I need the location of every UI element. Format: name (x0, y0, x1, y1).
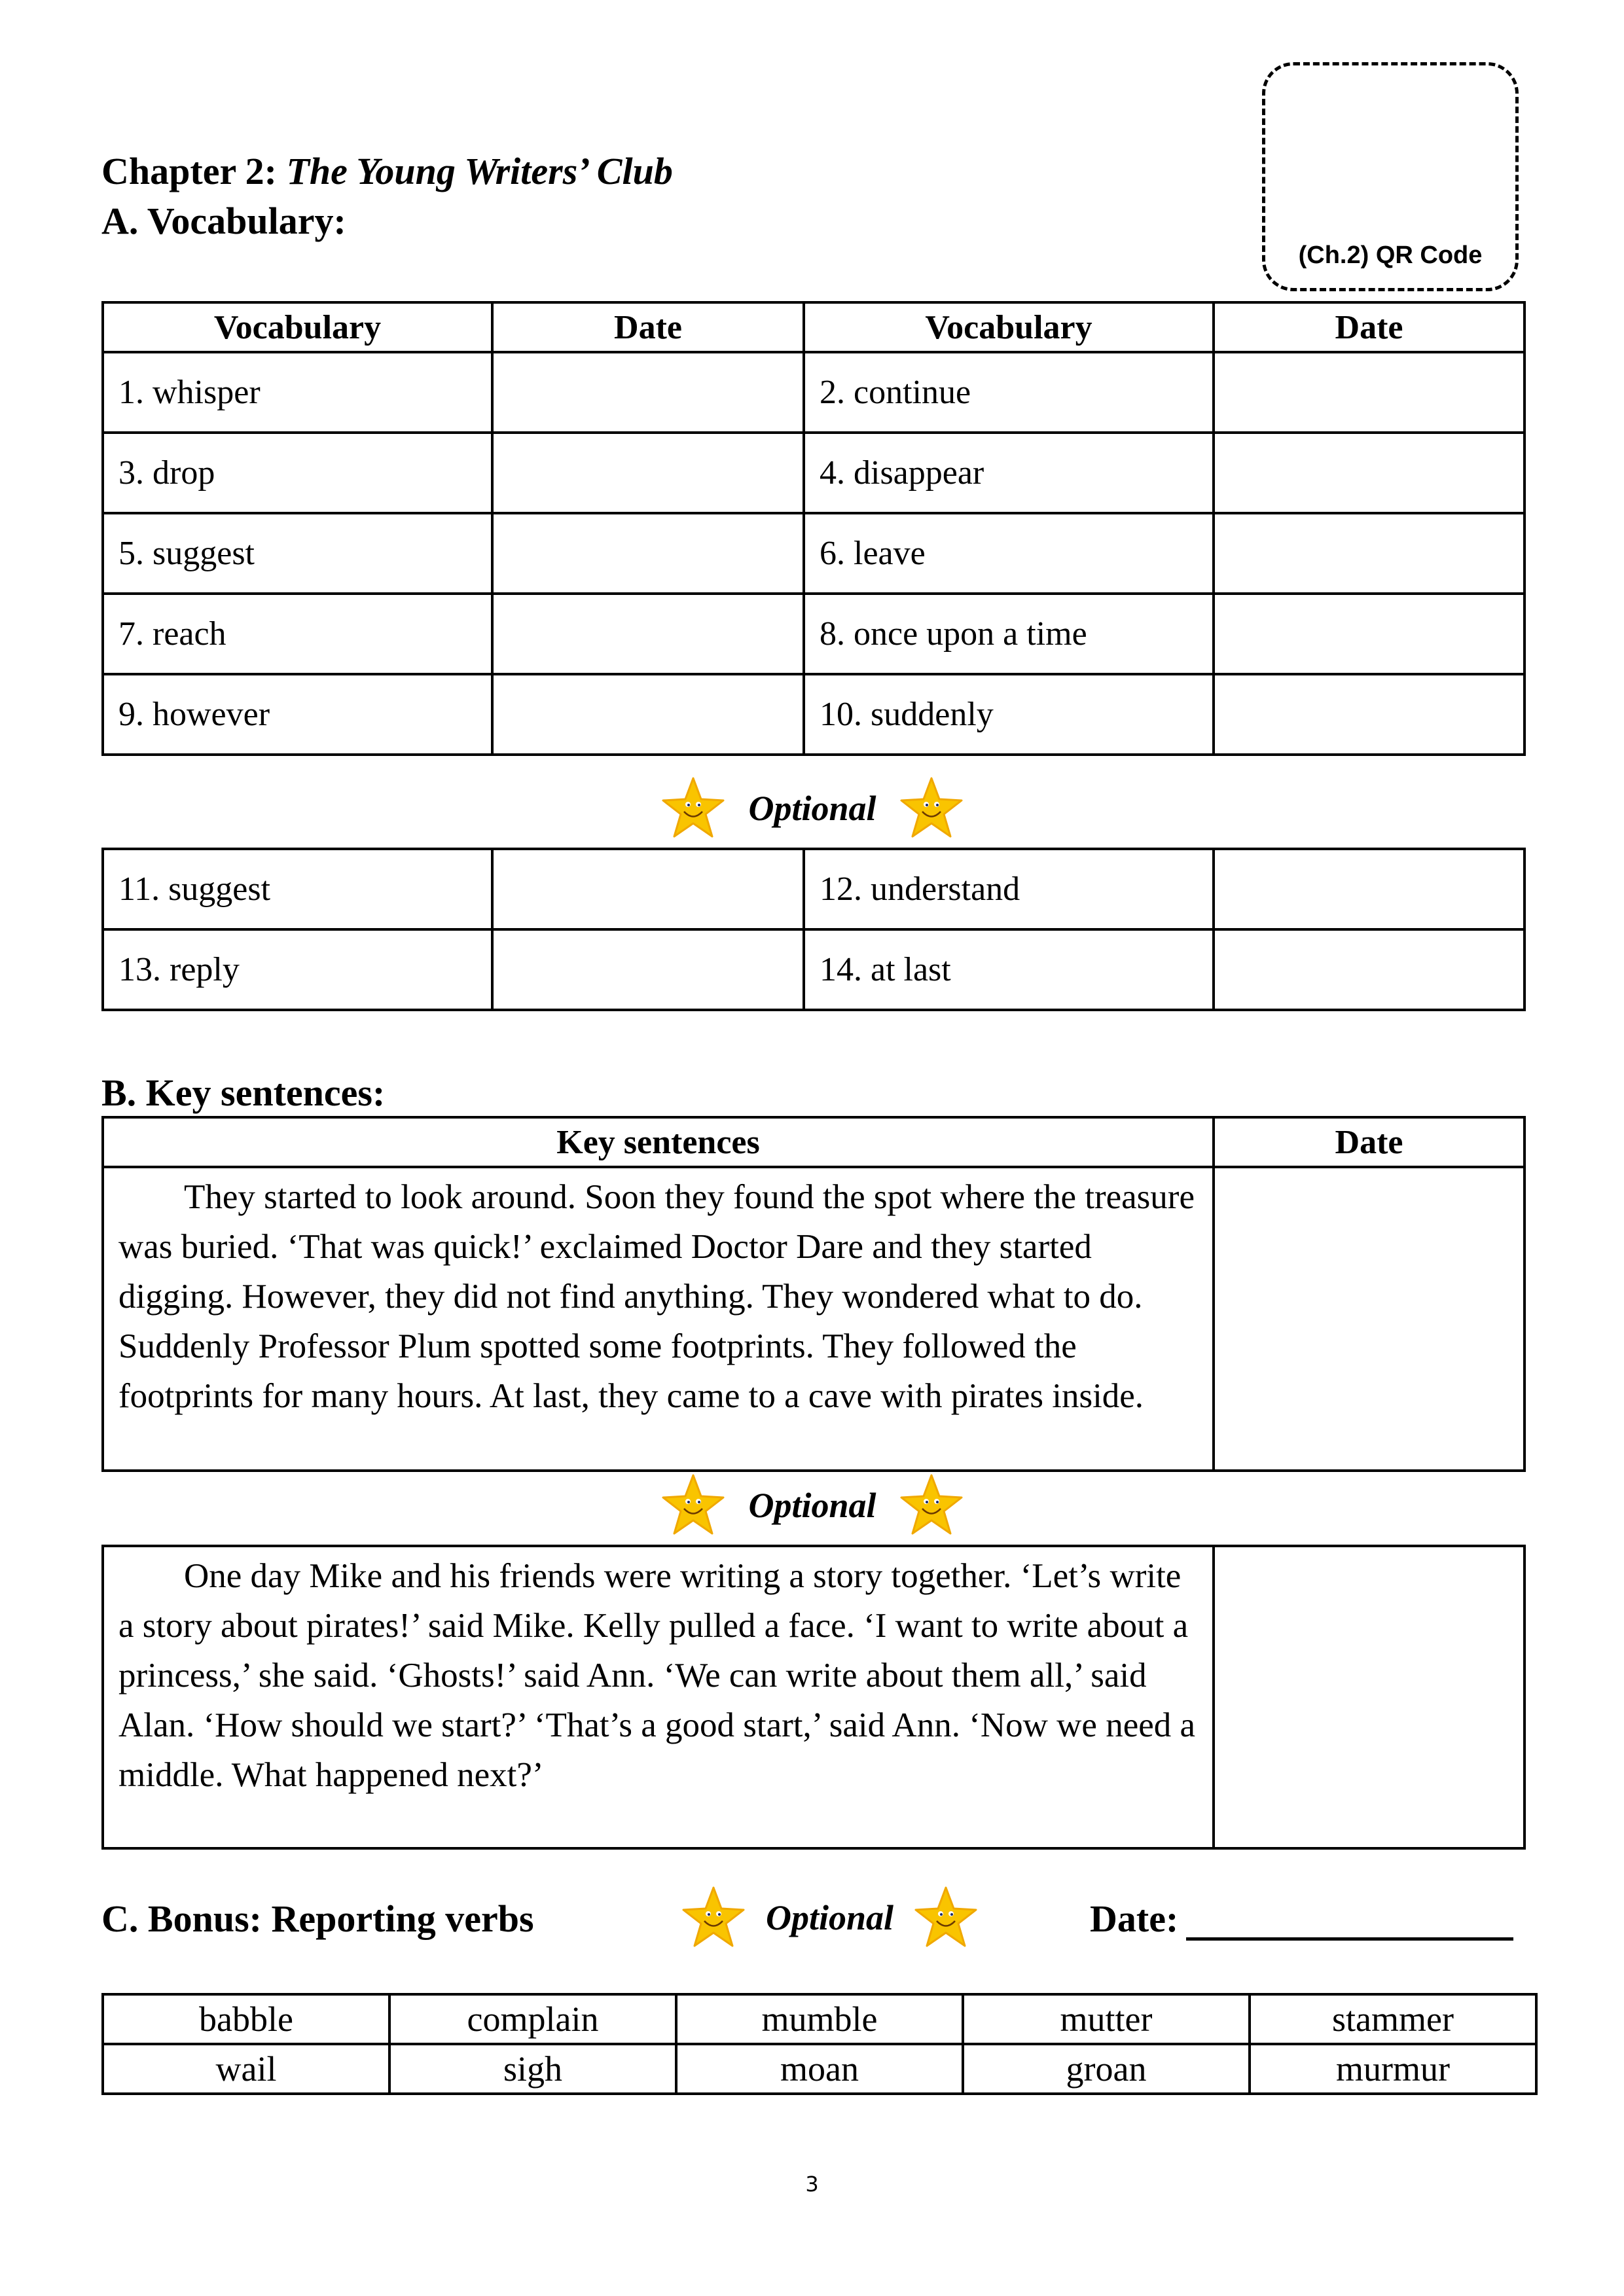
verb-cell: complain (389, 1994, 676, 2044)
vocab-word: 10. suddenly (804, 674, 1214, 755)
date-cell[interactable] (492, 594, 804, 674)
qr-code-placeholder (1262, 62, 1519, 291)
date-field (1090, 1897, 1513, 1941)
optional-marker (101, 1469, 1523, 1541)
column-header: Vocabulary (804, 302, 1214, 352)
chapter-name: The Young Writers’ Club (286, 150, 673, 192)
optional-passage: One day Mike and his friends were writing a story together. ‘Let’s write a story about pirates!’ said Mike. Kelly pulled a face. ‘I want to write about a princess,’ she said. ‘Ghosts!’ said Ann. ‘We can write about them all,’ said Alan. ‘How should we start?’ ‘That’s a good start,’ said Ann. ‘Now we need a middle. What happened next?’ (118, 1557, 1196, 1794)
chapter-prefix: Chapter 2: (101, 150, 287, 192)
vocab-word: 1. whisper (103, 352, 492, 433)
table-row (103, 1167, 1525, 1471)
page-number: 3 (805, 2172, 819, 2197)
vocab-word: 14. at last (804, 929, 1214, 1010)
section-a-heading: A. Vocabulary: (101, 200, 346, 242)
verb-cell: sigh (389, 2044, 676, 2094)
verb-cell: groan (963, 2044, 1250, 2094)
date-cell[interactable] (492, 849, 804, 929)
vocab-word: 8. once upon a time (804, 594, 1214, 674)
date-cell[interactable] (1214, 929, 1525, 1010)
table-header-row (103, 1117, 1525, 1167)
vocab-word: 9. however (103, 674, 492, 755)
optional-label: Optional (748, 1486, 876, 1525)
date-cell[interactable] (1214, 674, 1525, 755)
date-cell[interactable] (492, 433, 804, 513)
date-cell[interactable] (1214, 1546, 1525, 1848)
table-row (103, 433, 1525, 513)
smiling-star-icon (660, 1473, 726, 1538)
column-header: Key sentences (103, 1117, 1214, 1167)
vocab-word: 6. leave (804, 513, 1214, 594)
column-header: Date (1214, 1117, 1525, 1167)
column-header: Date (1214, 302, 1525, 352)
optional-label: Optional (748, 789, 876, 828)
passage-cell (103, 1167, 1214, 1471)
date-cell[interactable] (492, 352, 804, 433)
date-cell[interactable] (1214, 433, 1525, 513)
table-row (103, 929, 1525, 1010)
table-row (103, 2044, 1536, 2094)
date-cell[interactable] (492, 674, 804, 755)
key-passage: They started to look around. Soon they found the spot where the treasure was buried. ‘That was quick!’ exclaimed Doctor Dare and they started digging. However, they did not find anything. They wondered what to do. Suddenly Professor Plum spotted some footprints. They followed the footprints for many hours. At last, they came to a cave with pirates inside. (118, 1178, 1195, 1415)
verb-cell: moan (676, 2044, 963, 2094)
date-input-line[interactable] (1186, 1905, 1513, 1941)
date-label: Date: (1090, 1897, 1179, 1940)
passage-cell (103, 1546, 1214, 1848)
smiling-star-icon (899, 1473, 964, 1538)
vocab-word: 4. disappear (804, 433, 1214, 513)
optional-label: Optional (766, 1898, 894, 1937)
vocab-word: 5. suggest (103, 513, 492, 594)
verb-cell: wail (103, 2044, 389, 2094)
key-sentences-table (101, 1116, 1526, 1472)
column-header: Date (492, 302, 804, 352)
section-b-heading: B. Key sentences: (101, 1071, 386, 1114)
table-header-row (103, 302, 1525, 352)
vocab-word: 7. reach (103, 594, 492, 674)
optional-passage-table (101, 1545, 1526, 1850)
qr-code-label: (Ch.2) QR Code (1298, 242, 1483, 269)
date-cell[interactable] (1214, 1167, 1525, 1471)
verb-cell: mutter (963, 1994, 1250, 2044)
verb-cell: babble (103, 1994, 389, 2044)
vocab-word: 11. suggest (103, 849, 492, 929)
table-row (103, 513, 1525, 594)
smiling-star-icon (681, 1885, 746, 1950)
date-cell[interactable] (1214, 849, 1525, 929)
verb-cell: mumble (676, 1994, 963, 2044)
section-c-heading: C. Bonus: Reporting verbs (101, 1897, 534, 1940)
vocab-word: 2. continue (804, 352, 1214, 433)
date-cell[interactable] (492, 513, 804, 594)
smiling-star-icon (660, 776, 726, 841)
optional-vocabulary-table (101, 848, 1526, 1011)
table-row (103, 594, 1525, 674)
vocab-word: 12. understand (804, 849, 1214, 929)
optional-marker (101, 772, 1523, 844)
table-row (103, 352, 1525, 433)
date-cell[interactable] (1214, 594, 1525, 674)
table-row (103, 849, 1525, 929)
smiling-star-icon (899, 776, 964, 841)
smiling-star-icon (913, 1885, 979, 1950)
date-cell[interactable] (1214, 352, 1525, 433)
vocab-word: 3. drop (103, 433, 492, 513)
table-row (103, 674, 1525, 755)
date-cell[interactable] (1214, 513, 1525, 594)
optional-marker (681, 1882, 979, 1954)
column-header: Vocabulary (103, 302, 492, 352)
chapter-title (101, 149, 673, 193)
verb-cell: murmur (1250, 2044, 1536, 2094)
table-row (103, 1546, 1525, 1848)
vocabulary-table (101, 301, 1526, 756)
vocab-word: 13. reply (103, 929, 492, 1010)
date-cell[interactable] (492, 929, 804, 1010)
verb-cell: stammer (1250, 1994, 1536, 2044)
reporting-verbs-table (101, 1993, 1538, 2095)
table-row (103, 1994, 1536, 2044)
